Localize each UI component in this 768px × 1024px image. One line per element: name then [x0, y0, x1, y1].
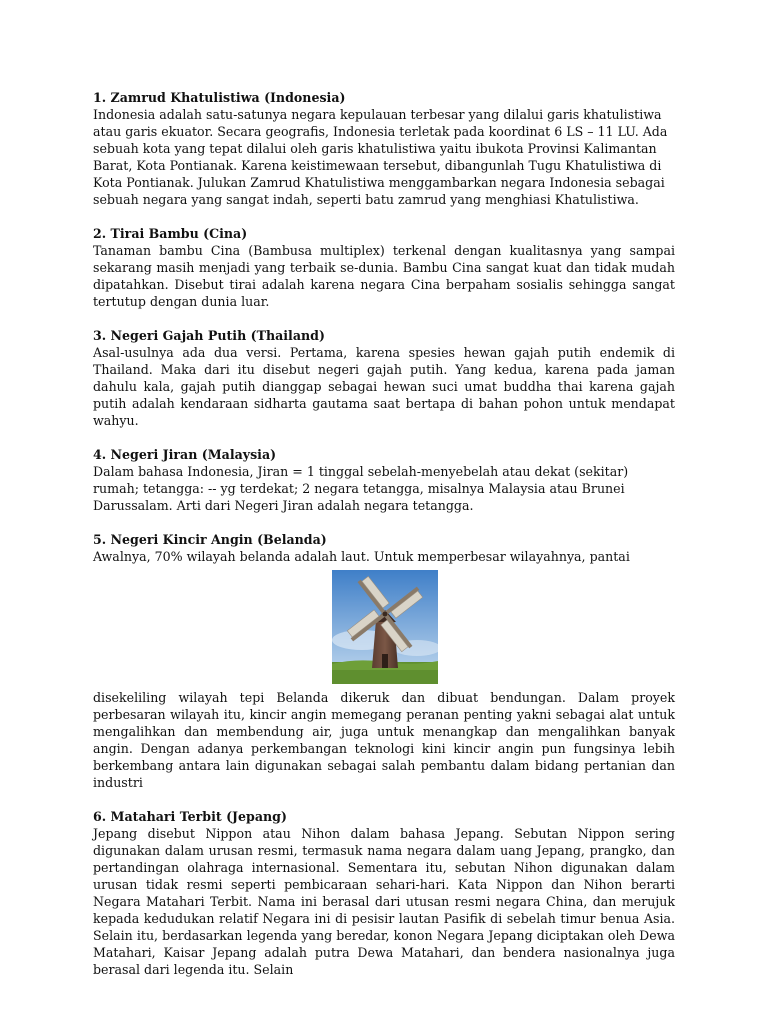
section-matahari-terbit: [93, 808, 675, 978]
document-page: [93, 89, 675, 995]
section-body-intro: Awalnya, 70% wilayah belanda adalah laut. Untuk memperbesar wilayahnya, pantai: [93, 549, 630, 564]
section-negeri-jiran: [93, 446, 675, 514]
section-heading: 6. Matahari Terbit (Jepang): [93, 809, 287, 824]
section-zamrud-khatulistiwa: [93, 89, 675, 208]
section-negeri-kincir-angin: [93, 531, 675, 791]
section-body: Dalam bahasa Indonesia, Jiran = 1 tinggal sebelah-menyebelah atau dekat (sekitar) rumah; tetangga: -- yg terdekat; 2 negara tetangga, misalnya Malaysia atau Brunei Darussalam. Arti dari Negeri Jiran adalah negara tetangga.: [93, 464, 629, 513]
section-heading: 1. Zamrud Khatulistiwa (Indonesia): [93, 90, 346, 105]
section-heading: 5. Negeri Kincir Angin (Belanda): [93, 532, 327, 547]
section-body: Indonesia adalah satu-satunya negara kepulauan terbesar yang dilalui garis khatulistiwa atau garis ekuator. Secara geografis, Indonesia terletak pada koordinat 6 LS – 11 LU. Ada sebuah kota yang tepat dilalui oleh garis khatulistiwa yaitu ibukota Provinsi Kalimantan Barat, Kota Pontianak. Karena keistimewaan tersebut, dibangunlah Tugu Khatulistiwa di Kota Pontianak. Julukan Zamrud Khatulistiwa menggambarkan negara Indonesia sebagai sebuah negara yang sangat indah, seperti batu zamrud yang menghiasi Khatulistiwa.: [93, 107, 668, 207]
section-body: Tanaman bambu Cina (Bambusa multiplex) terkenal dengan kualitasnya yang sampai sekarang masih menjadi yang terbaik se-dunia. Bambu Cina sangat kuat dan tidak mudah dipatahkan. Disebut tirai adalah karena negara Cina berpaham sosialis sehingga sangat tertutup dengan dunia luar.: [93, 243, 675, 309]
section-tirai-bambu: [93, 225, 675, 310]
section-body: Jepang disebut Nippon atau Nihon dalam bahasa Jepang. Sebutan Nippon sering digunakan dalam urusan resmi, termasuk nama negara dalam uang Jepang, prangko, dan pertandingan olahraga internasional. Sementara itu, sebutan Nihon digunakan dalam urusan tidak resmi seperti pembicaraan sehari-hari. Kata Nippon dan Nihon berarti Negara Matahari Terbit. Nama ini berasal dari utusan resmi negara China, dan merujuk kepada kedudukan relatif Negara ini di pesisir lautan Pasifik di sebelah timur benua Asia. Selain itu, berdasarkan legenda yang beredar, konon Negara Jepang diciptakan oleh Dewa Matahari, Kaisar Jepang adalah putra Dewa Matahari, dan bendera nasionalnya juga berasal dari legenda itu. Selain: [93, 826, 675, 977]
section-heading: 2. Tirai Bambu (Cina): [93, 226, 248, 241]
windmill-photo-icon: [332, 570, 438, 684]
section-heading: 4. Negeri Jiran (Malaysia): [93, 447, 277, 462]
section-body: Asal-usulnya ada dua versi. Pertama, karena spesies hewan gajah putih endemik di Thailand. Maka dari itu disebut negeri gajah putih. Yang kedua, karena pada jaman dahulu kala, gajah putih dianggap sebagai hewan suci umat buddha thai karena gajah putih adalah kendaraan sidharta gautama saat bertapa di bahan pohon untuk mendapat wahyu.: [93, 345, 675, 428]
section-negeri-gajah-putih: [93, 327, 675, 429]
section-body-continued: disekeliling wilayah tepi Belanda dikeruk dan dibuat bendungan. Dalam proyek perbesaran wilayah itu, kincir angin memegang peranan penting yakni sebagai alat untuk mengalihkan dan membendung air, juga untuk menangkap dan mengalihkan banyak angin. Dengan adanya perkembangan teknologi kini kincir angin pun fungsinya lebih berkembang antara lain digunakan sebagai salah pembantu dalam bidang pertanian dan industri: [93, 690, 675, 790]
section-heading: 3. Negeri Gajah Putih (Thailand): [93, 328, 325, 343]
